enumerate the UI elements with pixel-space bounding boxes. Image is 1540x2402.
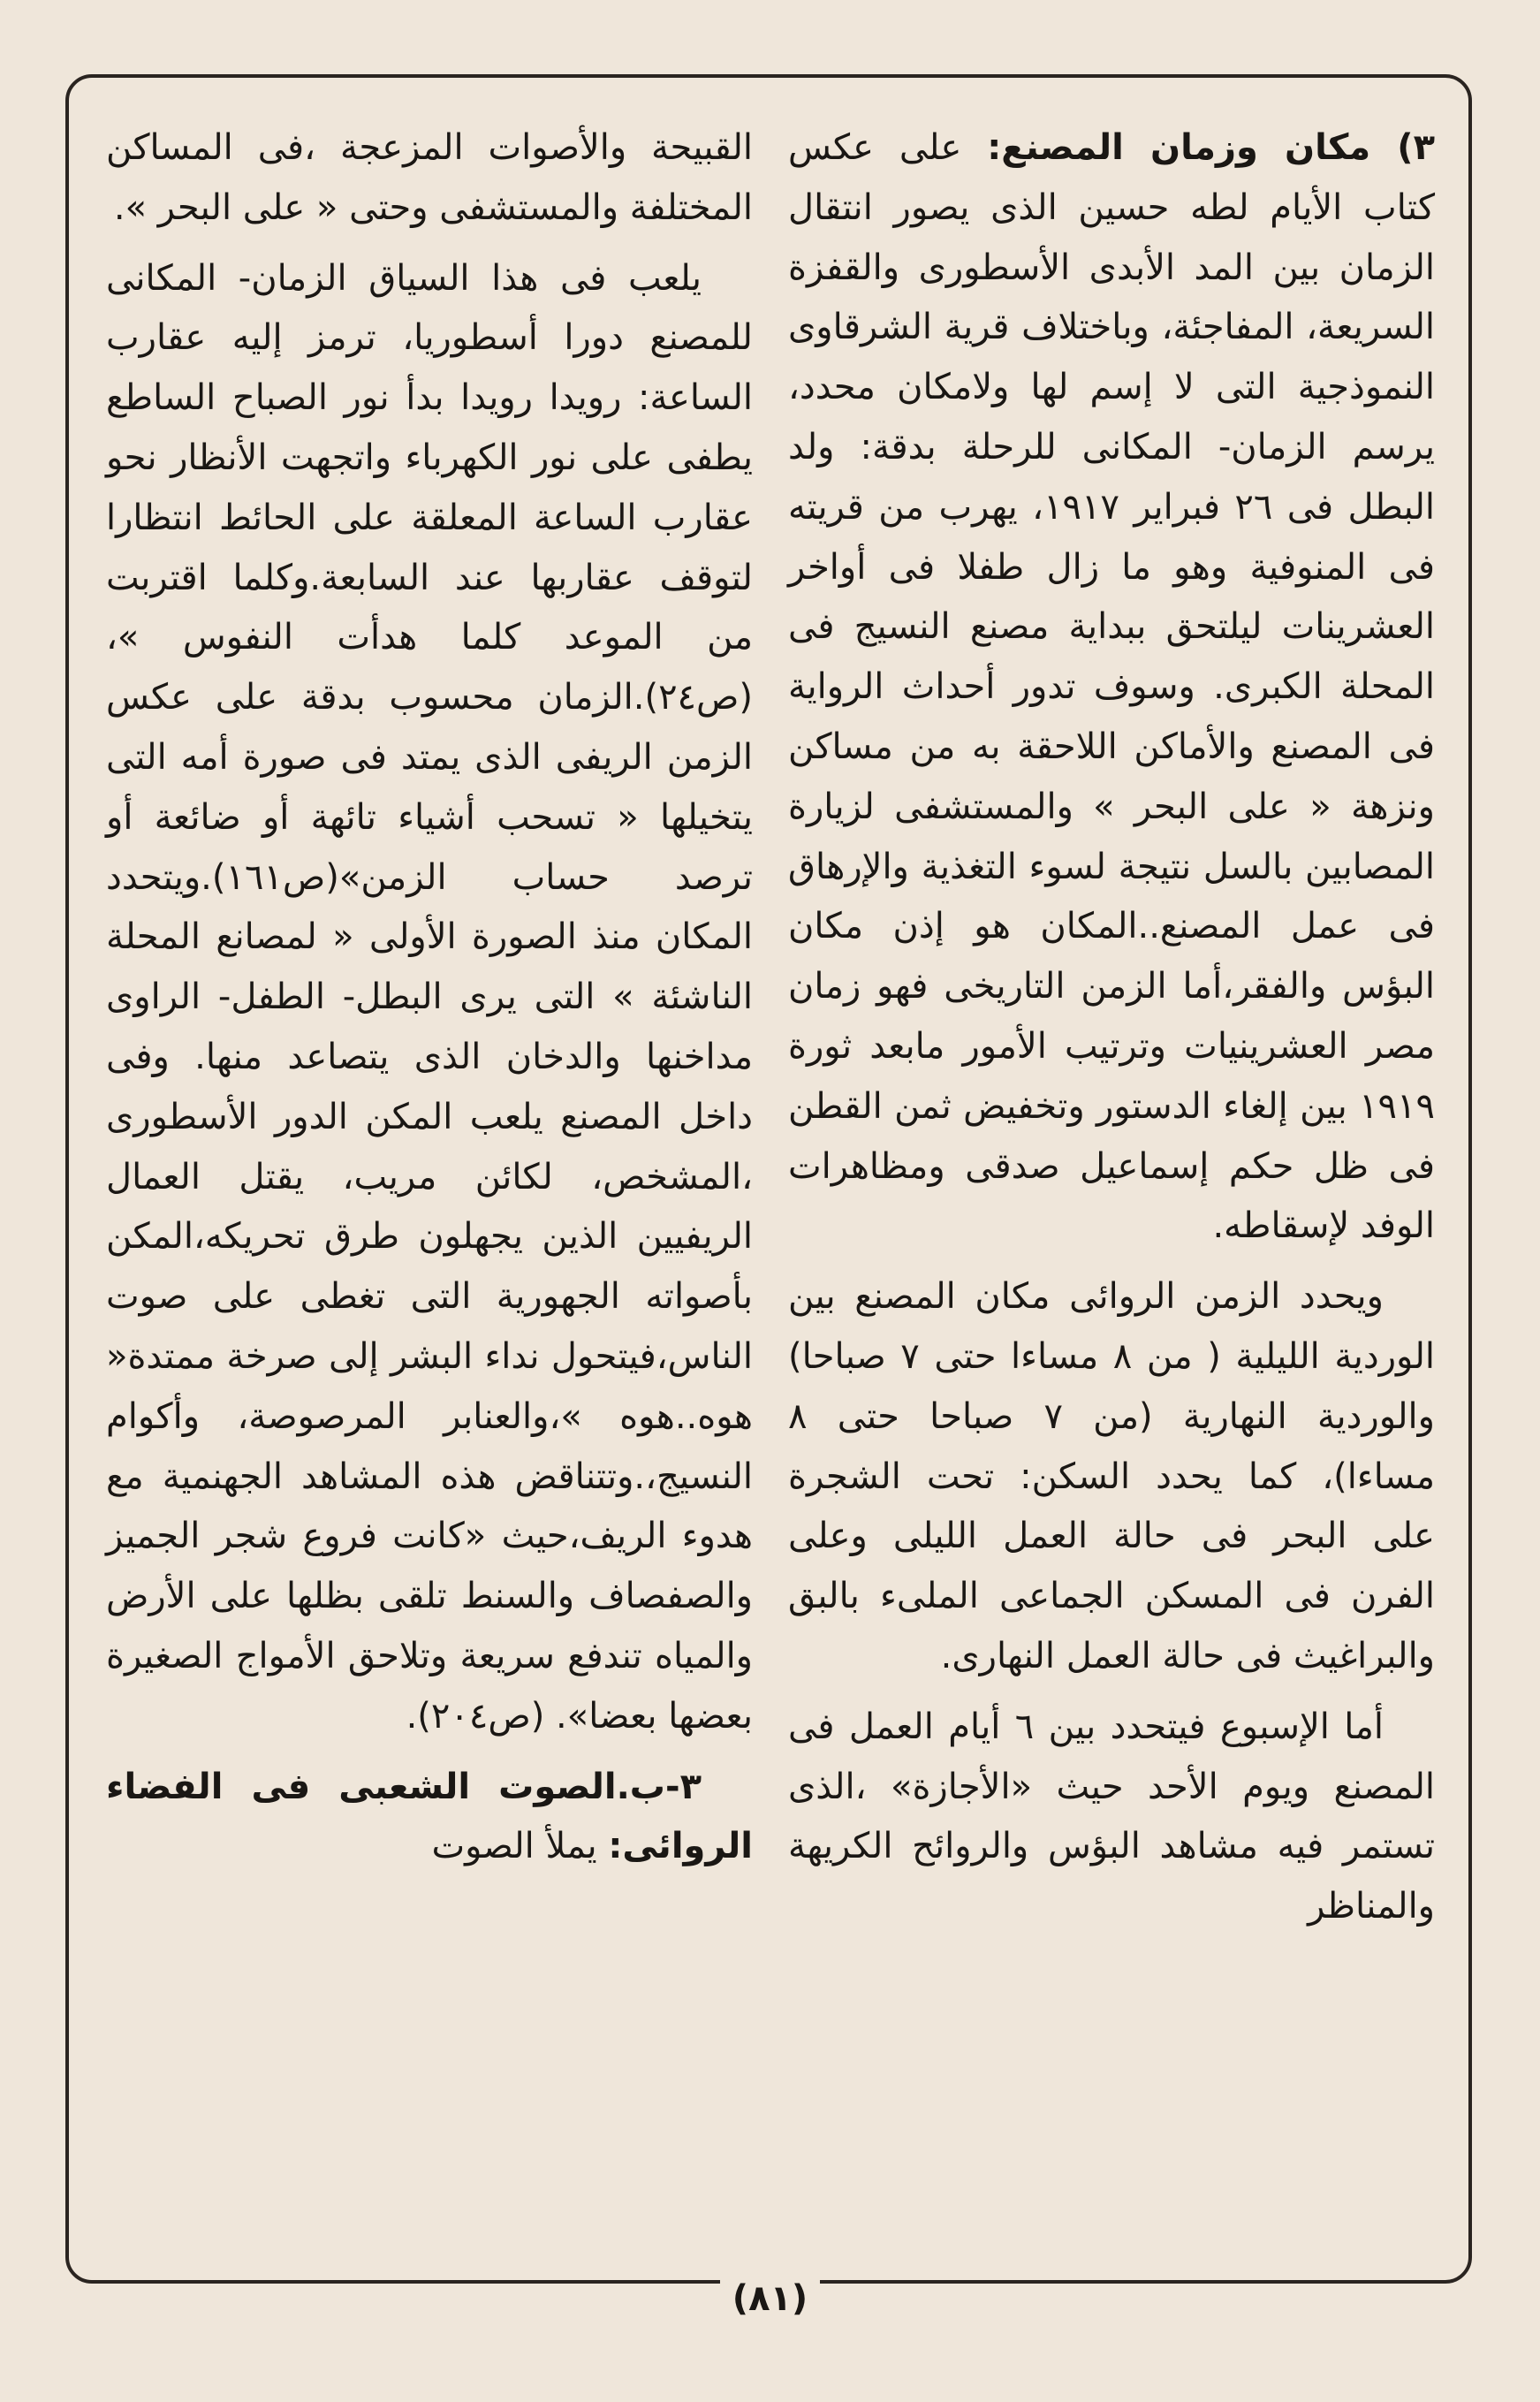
right-text-column [788,118,1435,1937]
paragraph-text: على عكس كتاب الأيام لطه حسين الذى يصور انتقال الزمان بين المد الأبدى الأسطورى والقفزة السريعة، المفاجئة، وباختلاف قرية الشرقاوى النموذجية التى لا إسم لها ولامكان محدد، يرسم الزمان- المكانى للرحلة بدقة: ولد البطل فى ٢٦ فبراير ١٩١٧، يهرب من قريته فى المنوفية وهو ما زال طفلا فى أواخر العشرينات ليلتحق ببداية مصنع النسيج فى المحلة الكبرى. وسوف تدور أحداث الرواية فى المصنع والأماكن اللاحقة به من مساكن ونزهة « على البحر » والمستشفى لزيارة المصابين بالسل نتيجة لسوء التغذية والإرهاق فى عمل المصنع..المكان هو إذن مكان البؤس والفقر،أما الزمن التاريخى فهو زمان مصر العشرينيات وترتيب الأمور مابعد ثورة ١٩١٩ بين إلغاء الدستور وتخفيض ثمن القطن فى ظل حكم إسماعيل صدقى ومظاهرات الوفد لإسقاطه. [788,127,1436,1247]
subsection-paragraph [106,1758,753,1878]
section-3-paragraph [788,118,1435,1257]
subsection-heading: ٣-ب.الصوت الشعبى فى الفضاء الروائى: [106,1766,753,1867]
paragraph: أما الإسبوع فيتحدد بين ٦ أيام العمل فى المصنع ويوم الأحد حيث «الأجازة» ،الذى تستمر فيه مشاهد البؤس والروائح الكريهة والمناظر [788,1706,1435,1927]
left-text-column [106,118,753,1877]
section-heading: ٣) مكان وزمان المصنع: [987,127,1436,168]
paragraph: القبيحة والأصوات المزعجة ،فى المساكن المختلفة والمستشفى وحتى « على البحر ». [106,127,753,228]
paragraph: يلعب فى هذا السياق الزمان- المكانى للمصنع دورا أسطوريا، ترمز إليه عقارب الساعة: رويدا رويدا بدأ نور الصباح الساطع يطفى على نور الكهرباء واتجهت الأنظار نحو عقارب الساعة المعلقة على الحائط انتظارا لتوقف عقاربها عند السابعة.وكلما اقتربت من الموعد كلما هدأت النفوس »،(ص٢٤).الزمان محسوب بدقة على عكس الزمن الريفى الذى يمتد فى صورة أمه التى يتخيلها « تسحب أشياء تائهة أو ضائعة أو ترصد حساب الزمن»(ص١٦١).ويتحدد المكان منذ الصورة الأولى « لمصانع المحلة الناشئة » التى يرى البطل- الطفل- الراوى مداخنها والدخان الذى يتصاعد منها. وفى داخل المصنع يلعب المكن الدور الأسطورى ،المشخص، لكائن مريب، يقتل العمال الريفيين الذين يجهلون طرق تحريكه،المكن بأصواته الجهورية التى تغطى على صوت الناس،فيتحول نداء البشر إلى صرخة ممتدة« هوه..هوه »،والعنابر المرصوصة، وأكوام النسيج،.وتتناقض هذه المشاهد الجهنمية مع هدوء الريف،حيث «كانت فروع شجر الجميز والصفصاف والسنط تلقى بظلها على الأرض والمياه تندفع سريعة وتلاحق الأمواج الصغيرة بعضها بعضا». (ص٢٠٤). [106,257,753,1737]
page-number [0,2278,1540,2319]
paragraph: ويحدد الزمن الروائى مكان المصنع بين الوردية الليلية ( من ٨ مساءا حتى ٧ صباحا) والوردية النهارية (من ٧ صباحا حتى ٨ مساءا)، كما يحدد السكن: تحت الشجرة على البحر فى حالة العمل الليلى وعلى الفرن فى المسكن الجماعى الملىء بالبق والبراغيث فى حالة العمل النهارى. [788,1276,1435,1676]
page-number-text: (٨١) [720,2278,820,2319]
paragraph-text: يملأ الصوت [431,1826,597,1867]
